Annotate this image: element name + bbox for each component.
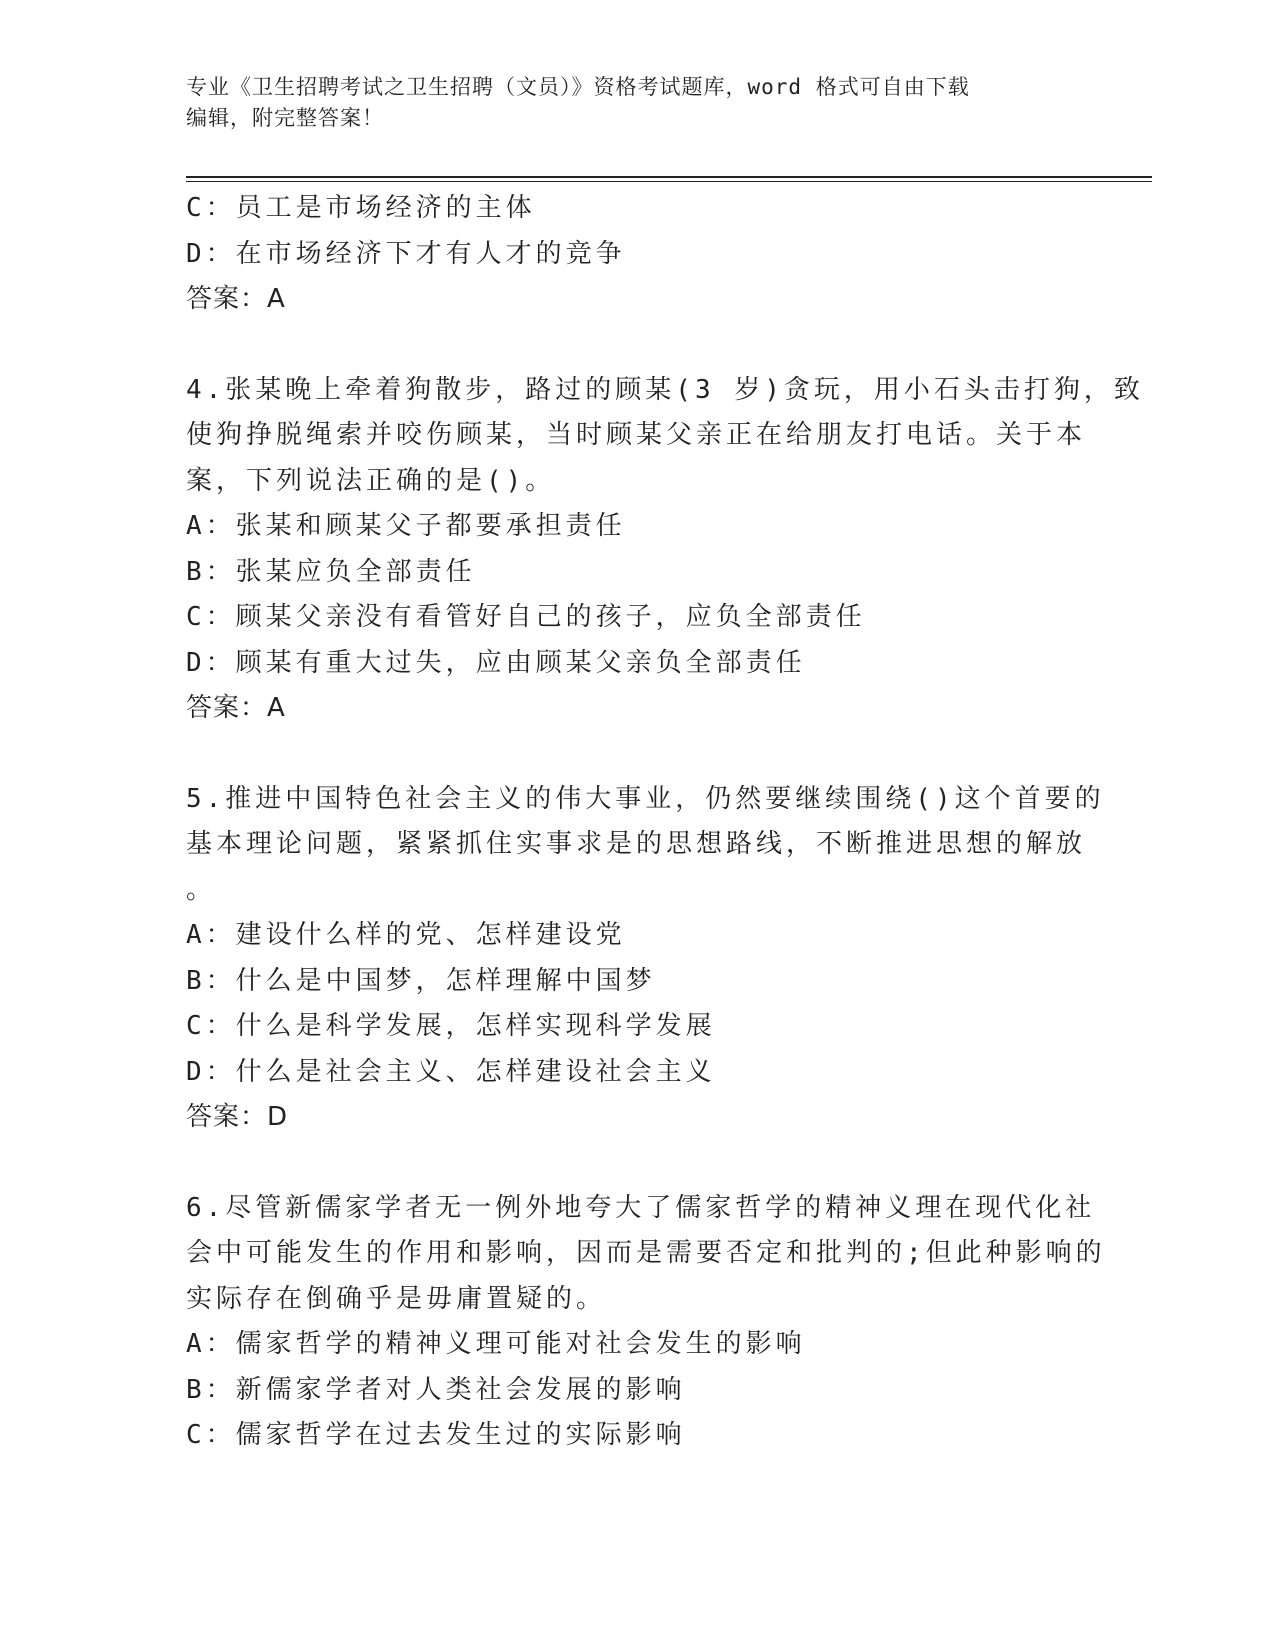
option-c: C：员工是市场经济的主体: [186, 193, 536, 223]
answer-line: 答案：A: [186, 284, 286, 314]
answer-line: 答案：A: [186, 693, 286, 723]
question-5: [186, 777, 1105, 1141]
header-line-2: 编辑，附完整答案！: [186, 106, 384, 130]
spacer: [186, 1141, 1086, 1186]
answer-line: 答案：D: [186, 1102, 289, 1132]
question-4: [186, 368, 1144, 732]
question-text-line: 使狗挣脱绳索并咬伤顾某，当时顾某父亲正在给朋友打电话。关于本: [186, 420, 1087, 450]
option-b: B：张某应负全部责任: [186, 556, 476, 587]
option-d: D：顾某有重大过失，应由顾某父亲负全部责任: [186, 647, 806, 678]
header-rule-thick: [186, 176, 1152, 178]
question-text-line: 4.张某晚上牵着狗散步，路过的顾某(3 岁)贪玩，用小石头击打狗，致: [186, 374, 1144, 405]
option-a: A：儒家哲学的精神义理可能对社会发生的影响: [186, 1329, 806, 1359]
question-text-line: 案，下列说法正确的是()。: [186, 465, 556, 496]
option-c: C：什么是科学发展，怎样实现科学发展: [186, 1011, 716, 1041]
question-text-line: 会中可能发生的作用和影响，因而是需要否定和批判的;但此种影响的: [186, 1238, 1106, 1268]
option-a: A：张某和顾某父子都要承担责任: [186, 511, 626, 541]
spacer: [186, 732, 1086, 777]
question-6: [186, 1186, 1106, 1459]
question-text-line: 基本理论问题，紧紧抓住实事求是的思想路线，不断推进思想的解放: [186, 829, 1087, 859]
option-c: C：顾某父亲没有看管好自己的孩子，应负全部责任: [186, 602, 866, 632]
question-text-line: 。: [186, 874, 217, 905]
page-header: [186, 72, 1066, 134]
question-text-line: 实际存在倒确乎是毋庸置疑的。: [186, 1283, 607, 1314]
option-b: B：新儒家学者对人类社会发展的影响: [186, 1374, 686, 1405]
header-rule-thin: [186, 181, 1152, 182]
option-d: D：在市场经济下才有人才的竞争: [186, 238, 626, 269]
question-text-line: 5.推进中国特色社会主义的伟大事业，仍然要继续围绕()这个首要的: [186, 783, 1105, 814]
option-d: D：什么是社会主义、怎样建设社会主义: [186, 1056, 716, 1087]
question-text-line: 6.尽管新儒家学者无一例外地夸大了儒家哲学的精神义理在现代化社: [186, 1192, 1096, 1223]
option-a: A：建设什么样的党、怎样建设党: [186, 920, 626, 950]
question-content: [186, 186, 1144, 1459]
spacer: [186, 323, 1086, 368]
option-b: B：什么是中国梦，怎样理解中国梦: [186, 965, 656, 996]
option-c: C：儒家哲学在过去发生过的实际影响: [186, 1420, 686, 1450]
header-line-1: 专业《卫生招聘考试之卫生招聘（文员）》资格考试题库，word 格式可自由下载: [186, 75, 970, 99]
